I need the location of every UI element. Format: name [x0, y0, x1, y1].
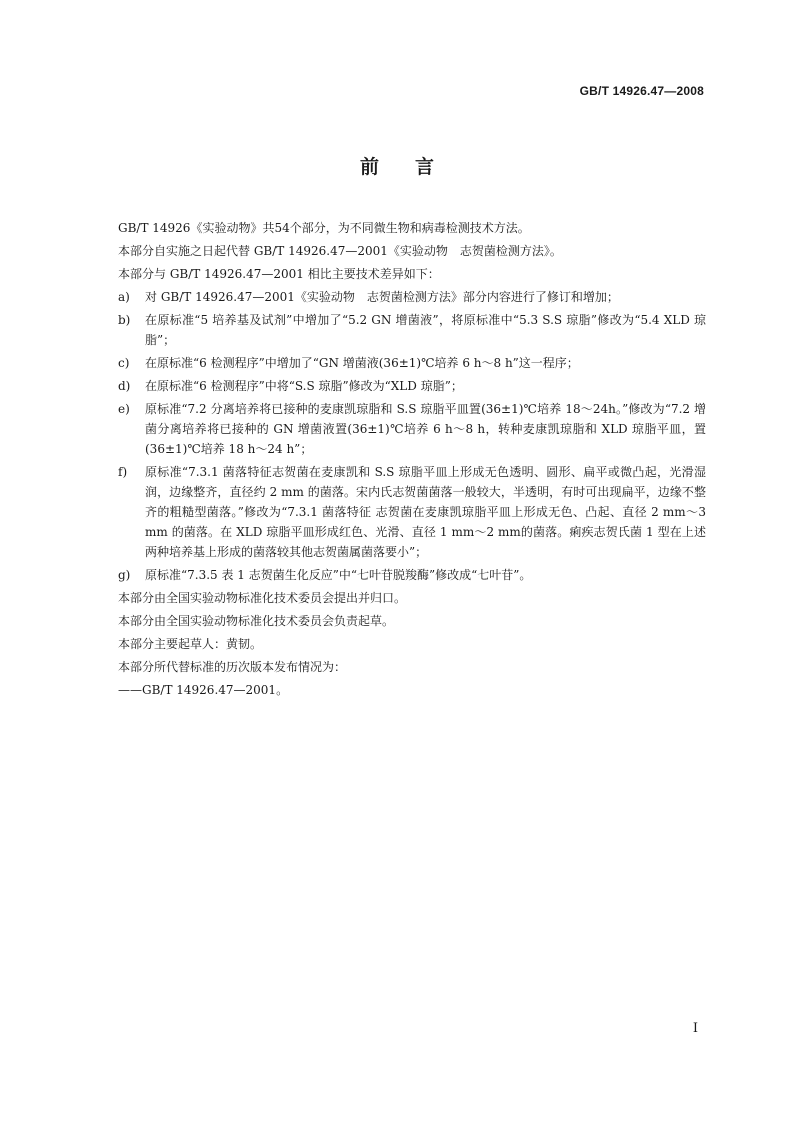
list-marker: f) [118, 465, 128, 479]
standard-code: GB/T 14926.47—2008 [579, 84, 704, 98]
list-item-text: 原标准“7.2 分离培养将已接种的麦康凯琼脂和 S.S 琼脂平皿置(36±1)℃培养 18～24h。”修改为“7.2 增菌分离培养将已接种的 GN 增菌液置(36±1)℃培养 6 h～8 h，转种麦康凯琼脂和 XLD 琼脂平皿，置(36±1)℃培养 18 h～24 h”； [145, 402, 706, 456]
list-item-text: 在原标准“6 检测程序”中将“S.S 琼脂”修改为“XLD 琼脂”； [145, 379, 463, 393]
list-marker: c) [118, 356, 130, 370]
intro-paragraph: GB/T 14926《实验动物》共54个部分，为不同微生物和病毒检测技术方法。 [118, 221, 530, 235]
list-item-text: 对 GB/T 14926.47—2001《实验动物 志贺菌检测方法》部分内容进行了修订和增加； [145, 290, 619, 304]
closing-paragraph: 本部分所代替标准的历次版本发布情况为： [118, 660, 347, 674]
intro-paragraph: 本部分自实施之日起代替 GB/T 14926.47—2001《实验动物 志贺菌检测方法》。 [118, 244, 562, 258]
foreword-body [118, 218, 706, 703]
list-marker: g) [118, 568, 131, 582]
page-title: 前言 [359, 156, 470, 178]
closing-paragraph: 本部分由全国实验动物标准化技术委员会负责起草。 [118, 614, 395, 628]
list-item-text: 在原标准“5 培养基及试剂”中增加了“5.2 GN 增菌液”，将原标准中“5.3 S.S 琼脂”修改为“5.4 XLD 琼脂”； [145, 313, 706, 347]
list-marker: b) [118, 313, 131, 327]
list-item-text: 在原标准“6 检测程序”中增加了“GN 增菌液(36±1)℃培养 6 h～8 h”这一程序； [145, 356, 579, 370]
closing-paragraph: 本部分由全国实验动物标准化技术委员会提出并归口。 [118, 591, 407, 605]
list-marker: d) [118, 379, 131, 393]
list-item [118, 353, 706, 373]
list-marker: e) [118, 402, 130, 416]
page-number: I [692, 1021, 698, 1036]
list-item [118, 310, 706, 350]
list-item [118, 399, 706, 459]
intro-paragraph: 本部分与 GB/T 14926.47—2001 相比主要技术差异如下： [118, 267, 440, 281]
list-item [118, 376, 706, 396]
list-item [118, 462, 706, 562]
list-item [118, 565, 706, 585]
list-item [118, 287, 706, 307]
closing-paragraph: 本部分主要起草人：黄韧。 [118, 637, 263, 651]
list-marker: a) [118, 290, 130, 304]
list-item-text: 原标准“7.3.1 菌落特征志贺菌在麦康凯和 S.S 琼脂平皿上形成无色透明、圆形、扁平或微凸起，光滑湿润，边缘整齐，直径约 2 mm 的菌落。宋内氏志贺菌菌落一般较大，半透明，有时可出现扁平，边缘不整齐的粗糙型菌落。”修改为“7.3.1 菌落特征 志贺菌在麦康凯琼脂平皿上形成无色、凸起、直径 2 mm～3 mm 的菌落。在 XLD 琼脂平皿形成红色、光滑、直径 1 mm～2 mm的菌落。痢疾志贺氏菌 1 型在上述两种培养基上形成的菌落较其他志贺菌属菌落要小”； [145, 465, 706, 559]
list-item-text: 原标准“7.3.5 表 1 志贺菌生化反应”中“七叶苷脱羧酶”修改成“七叶苷”。 [145, 568, 532, 582]
superseded-edition: ——GB/T 14926.47—2001。 [118, 683, 289, 697]
